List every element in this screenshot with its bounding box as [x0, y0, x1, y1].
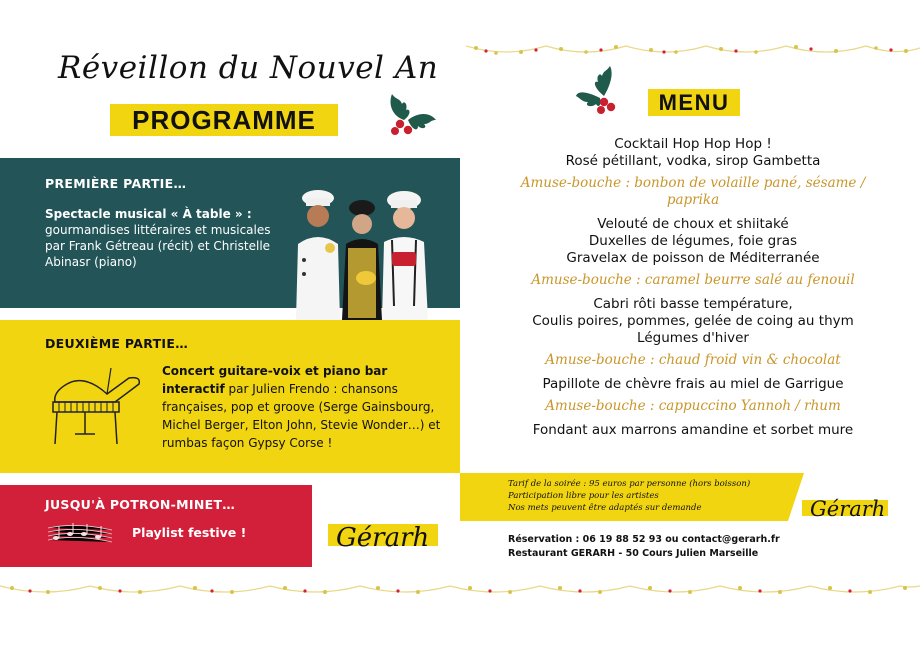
- menu-list: [498, 136, 888, 444]
- menu-line: Fondant aux marrons amandine et sorbet mure: [532, 422, 854, 438]
- holly-icon: [574, 66, 632, 116]
- menu-amuse-bouche: [498, 352, 888, 369]
- menu-line: Duxelles de légumes, foie gras: [588, 233, 798, 249]
- menu-line: Rosé pétillant, vodka, sirop Gambetta: [565, 153, 821, 169]
- grand-piano-icon: [45, 364, 149, 448]
- script-title: Réveillon du Nouvel An: [58, 50, 439, 86]
- menu-line: Amuse-bouche : bonbon de volaille pané, sésame /: [520, 175, 866, 191]
- menu-amuse-bouche: [498, 398, 888, 415]
- menu-line: Velouté de choux et shiitaké: [597, 216, 789, 232]
- part-three-heading: JUSQU'À POTRON-MINET…: [45, 497, 236, 512]
- menu-course: [498, 296, 888, 347]
- adaptation-line: Nos mets peuvent être adaptés sur demande: [508, 503, 702, 513]
- part-one-description: [45, 206, 285, 270]
- gerarh-logo-right: [800, 484, 896, 526]
- holly-icon: [382, 90, 438, 138]
- contact-block: [508, 533, 808, 561]
- part-three-text: Playlist festive !: [132, 525, 247, 540]
- gerarh-logo-left: [322, 510, 452, 566]
- menu-line: paprika: [666, 192, 720, 208]
- menu-amuse-bouche: [498, 272, 888, 289]
- garland-top-right: [466, 36, 920, 66]
- gerarh-logo-right-text: Gérarh: [810, 497, 886, 521]
- programme-banner: PROGRAMME: [110, 104, 338, 136]
- menu-course: [498, 422, 888, 439]
- garland-bottom: [0, 574, 920, 604]
- performers-photo: [282, 186, 440, 320]
- price-line: Tarif de la soirée : 95 euros par personne (hors boisson): [508, 479, 751, 489]
- menu-line: Cocktail Hop Hop Hop !: [614, 136, 772, 152]
- gerarh-logo-left-text: Gérarh: [336, 523, 430, 553]
- address-line: Restaurant GERARH - 50 Cours Julien Marseille: [508, 548, 759, 559]
- part-one-show-title: Spectacle musical « À table » :: [45, 207, 252, 221]
- part-two-concert-title: Concert guitare-voix et piano bar interactif: [162, 364, 388, 396]
- reservation-line: Réservation : 06 19 88 52 93 ou contact@gerarh.fr: [508, 534, 780, 545]
- menu-line: Légumes d'hiver: [637, 330, 749, 346]
- part-one-text: gourmandises littéraires et musicales par Frank Gétreau (récit) et Christelle Abinasr (piano): [45, 223, 271, 269]
- menu-line: Amuse-bouche : cappuccino Yannoh / rhum: [545, 398, 841, 414]
- artists-line: Participation libre pour les artistes: [508, 491, 659, 501]
- menu-amuse-bouche: [498, 175, 888, 209]
- menu-line: Amuse-bouche : caramel beurre salé au fenouil: [531, 272, 855, 288]
- menu-line: Amuse-bouche : chaud froid vin & chocolat: [545, 352, 841, 368]
- menu-line: Gravelax de poisson de Méditerranée: [566, 250, 820, 266]
- part-two-text: par Julien Frendo : chansons françaises, pop et groove (Serge Gainsbourg, Michel Berger, Elton John, Stevie Wonder…) et rumbas façon Gypsy Corse !: [162, 382, 441, 450]
- music-notes-icon: [46, 520, 116, 548]
- part-two-heading: DEUXIÈME PARTIE…: [45, 336, 188, 351]
- menu-course: [498, 136, 888, 170]
- menu-course: [498, 216, 888, 267]
- menu-line: Papillote de chèvre frais au miel de Garrigue: [542, 376, 844, 392]
- part-one-heading: PREMIÈRE PARTIE…: [45, 176, 187, 191]
- menu-banner: MENU: [648, 89, 740, 116]
- menu-line: Cabri rôti basse température,: [593, 296, 793, 312]
- menu-course: [498, 376, 888, 393]
- part-two-description: [162, 362, 447, 452]
- info-text: [508, 478, 798, 514]
- menu-line: Coulis poires, pommes, gelée de coing au thym: [532, 313, 854, 329]
